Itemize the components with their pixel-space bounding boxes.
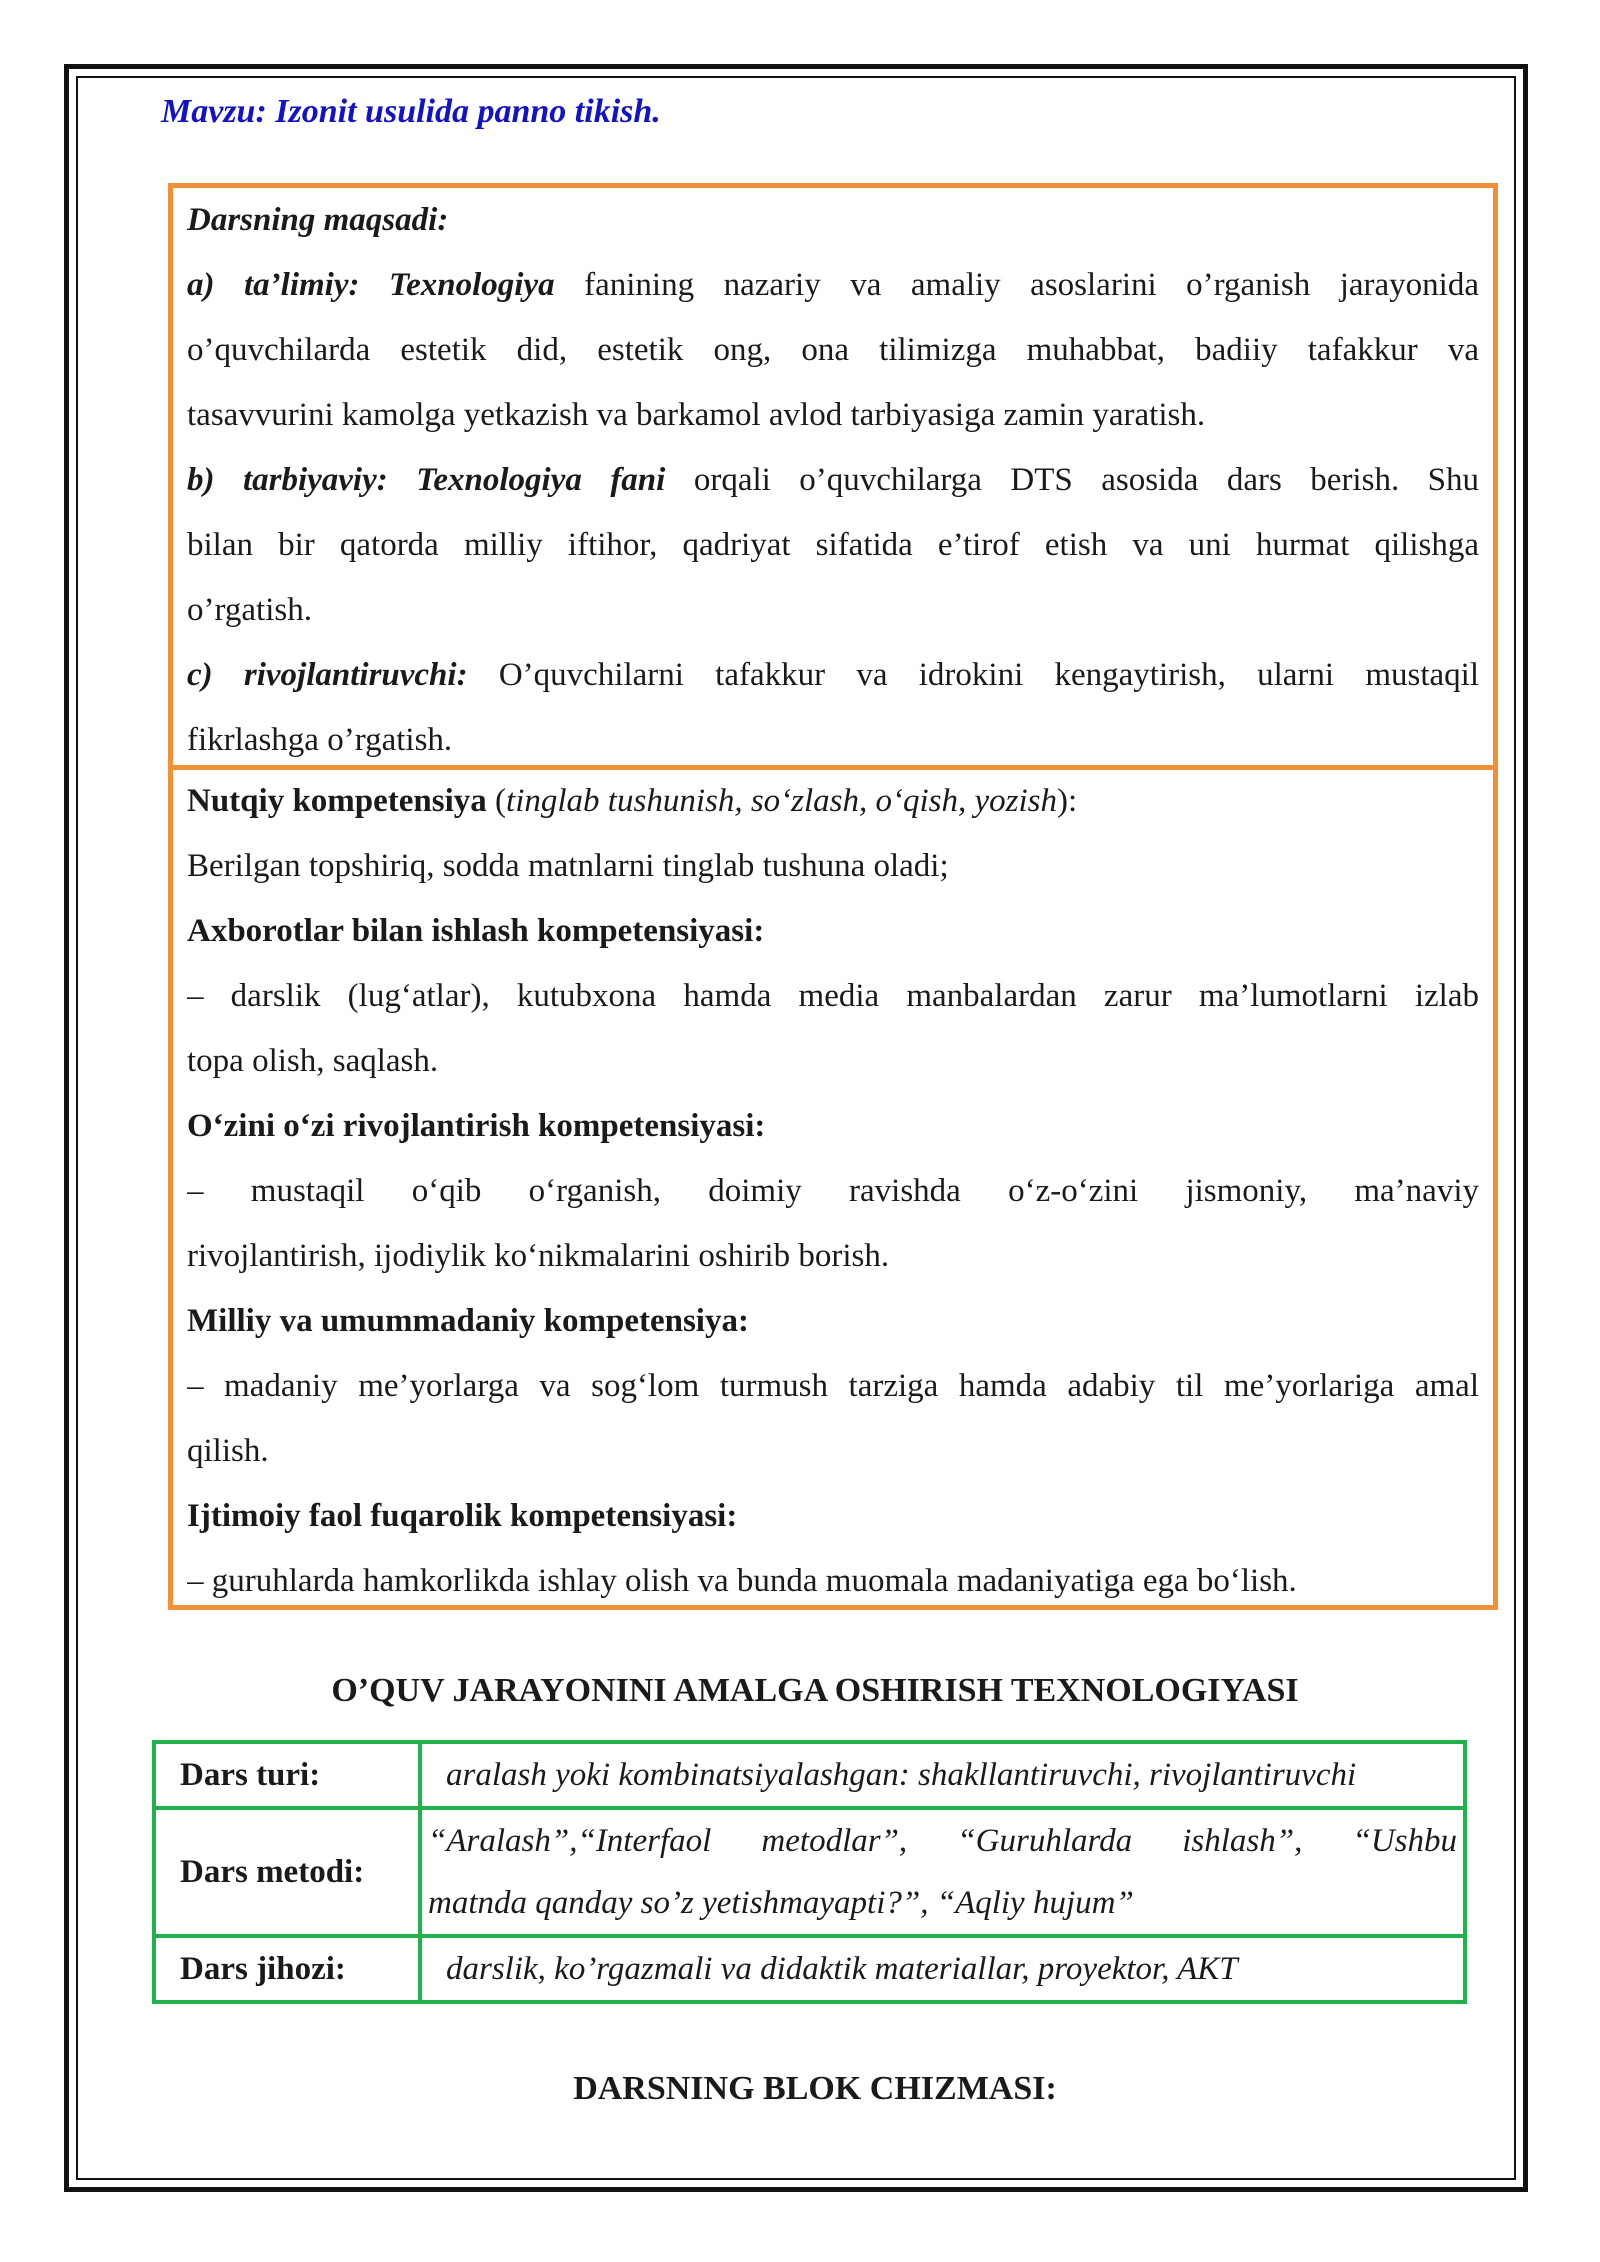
technology-table: [152, 1740, 1467, 2004]
competency-culture-text: qilish.: [187, 1433, 269, 1469]
competency-self-title: O‘zini o‘zi rivojlantirish kompetensiyasi:: [187, 1108, 766, 1144]
competency-self-text: – mustaqil o‘qib o‘rganish, doimiy ravishda o‘z-o‘zini jismoniy, ma’naviy: [187, 1173, 1479, 1209]
goal-a-line: tasavvurini kamolga yetkazish va barkamol avlod tarbiyasiga zamin yaratish.: [187, 397, 1206, 433]
competency-self-text: rivojlantirish, ijodiylik ko‘nikmalarini oshirib borish.: [187, 1238, 890, 1274]
technology-heading: O’QUV JARAYONINI AMALGA OSHIRISH TEXNOLOGIYASI: [331, 1672, 1299, 1709]
goal-a-line: a) ta’limiy: Texnologiya fanining nazariy va amaliy asoslarini o’rganish jarayonida: [187, 267, 1479, 303]
competency-speech-text: Berilgan topshiriq, sodda matnlarni tinglab tushuna oladi;: [187, 848, 949, 884]
goal-b-line: b) tarbiyaviy: Texnologiya fani orqali o’quvchilarga DTS asosida dars berish. Shu: [187, 462, 1479, 498]
goal-a-line: o’quvchilarda estetik did, estetik ong, ona tilimizga muhabbat, badiiy tafakkur va: [187, 332, 1479, 368]
goals-heading: Darsning maqsadi:: [187, 202, 449, 238]
lesson-equipment-value: darslik, ko’rgazmali va didaktik materiallar, proyektor, AKT: [420, 1936, 1465, 2002]
table-row: [154, 1936, 1465, 2002]
lesson-method-label: Dars metodi:: [154, 1808, 420, 1936]
competency-civic-text: – guruhlarda hamkorlikda ishlay olish va bunda muomala madaniyatiga ega bo‘lish.: [187, 1563, 1297, 1599]
competency-info-text: topa olish, saqlash.: [187, 1043, 439, 1079]
goal-b-line: bilan bir qatorda milliy iftihor, qadriyat sifatida e’tirof etish va uni hurmat qilishga: [187, 527, 1479, 563]
table-row: [154, 1742, 1465, 1808]
goals-box: [168, 183, 1498, 770]
topic-title: Mavzu: Izonit usulida panno tikish.: [161, 93, 661, 130]
competencies-box: [168, 765, 1498, 1610]
goal-c-line: fikrlashga o’rgatish.: [187, 722, 453, 758]
goal-b-line: o’rgatish.: [187, 592, 312, 628]
competency-civic-title: Ijtimoiy faol fuqarolik kompetensiyasi:: [187, 1498, 738, 1534]
competency-culture-title: Milliy va umummadaniy kompetensiya:: [187, 1303, 749, 1339]
competency-culture-text: – madaniy me’yorlarga va sog‘lom turmush tarziga hamda adabiy til me’yorlariga amal: [187, 1368, 1479, 1404]
block-diagram-heading: DARSNING BLOK CHIZMASI:: [573, 2070, 1057, 2107]
competency-info-title: Axborotlar bilan ishlash kompetensiyasi:: [187, 913, 765, 949]
lesson-method-value: “Aralash”,“Interfaol metodlar”, “Guruhlarda ishlash”, “Ushbu matnda qanday so’z yetishmayapti?”, “Aqliy hujum”: [420, 1808, 1465, 1936]
goal-c-line: c) rivojlantiruvchi: O’quvchilarni tafakkur va idrokini kengaytirish, ularni mustaqil: [187, 657, 1479, 693]
competency-info-text: – darslik (lug‘atlar), kutubxona hamda media manbalardan zarur ma’lumotlarni izlab: [187, 978, 1479, 1014]
lesson-type-value: aralash yoki kombinatsiyalashgan: shakllantiruvchi, rivojlantiruvchi: [420, 1742, 1465, 1808]
table-row: [154, 1808, 1465, 1936]
competency-speech-title: Nutqiy kompetensiya (tinglab tushunish, so‘zlash, o‘qish, yozish):: [187, 783, 1078, 819]
lesson-type-label: Dars turi:: [154, 1742, 420, 1808]
lesson-equipment-label: Dars jihozi:: [154, 1936, 420, 2002]
